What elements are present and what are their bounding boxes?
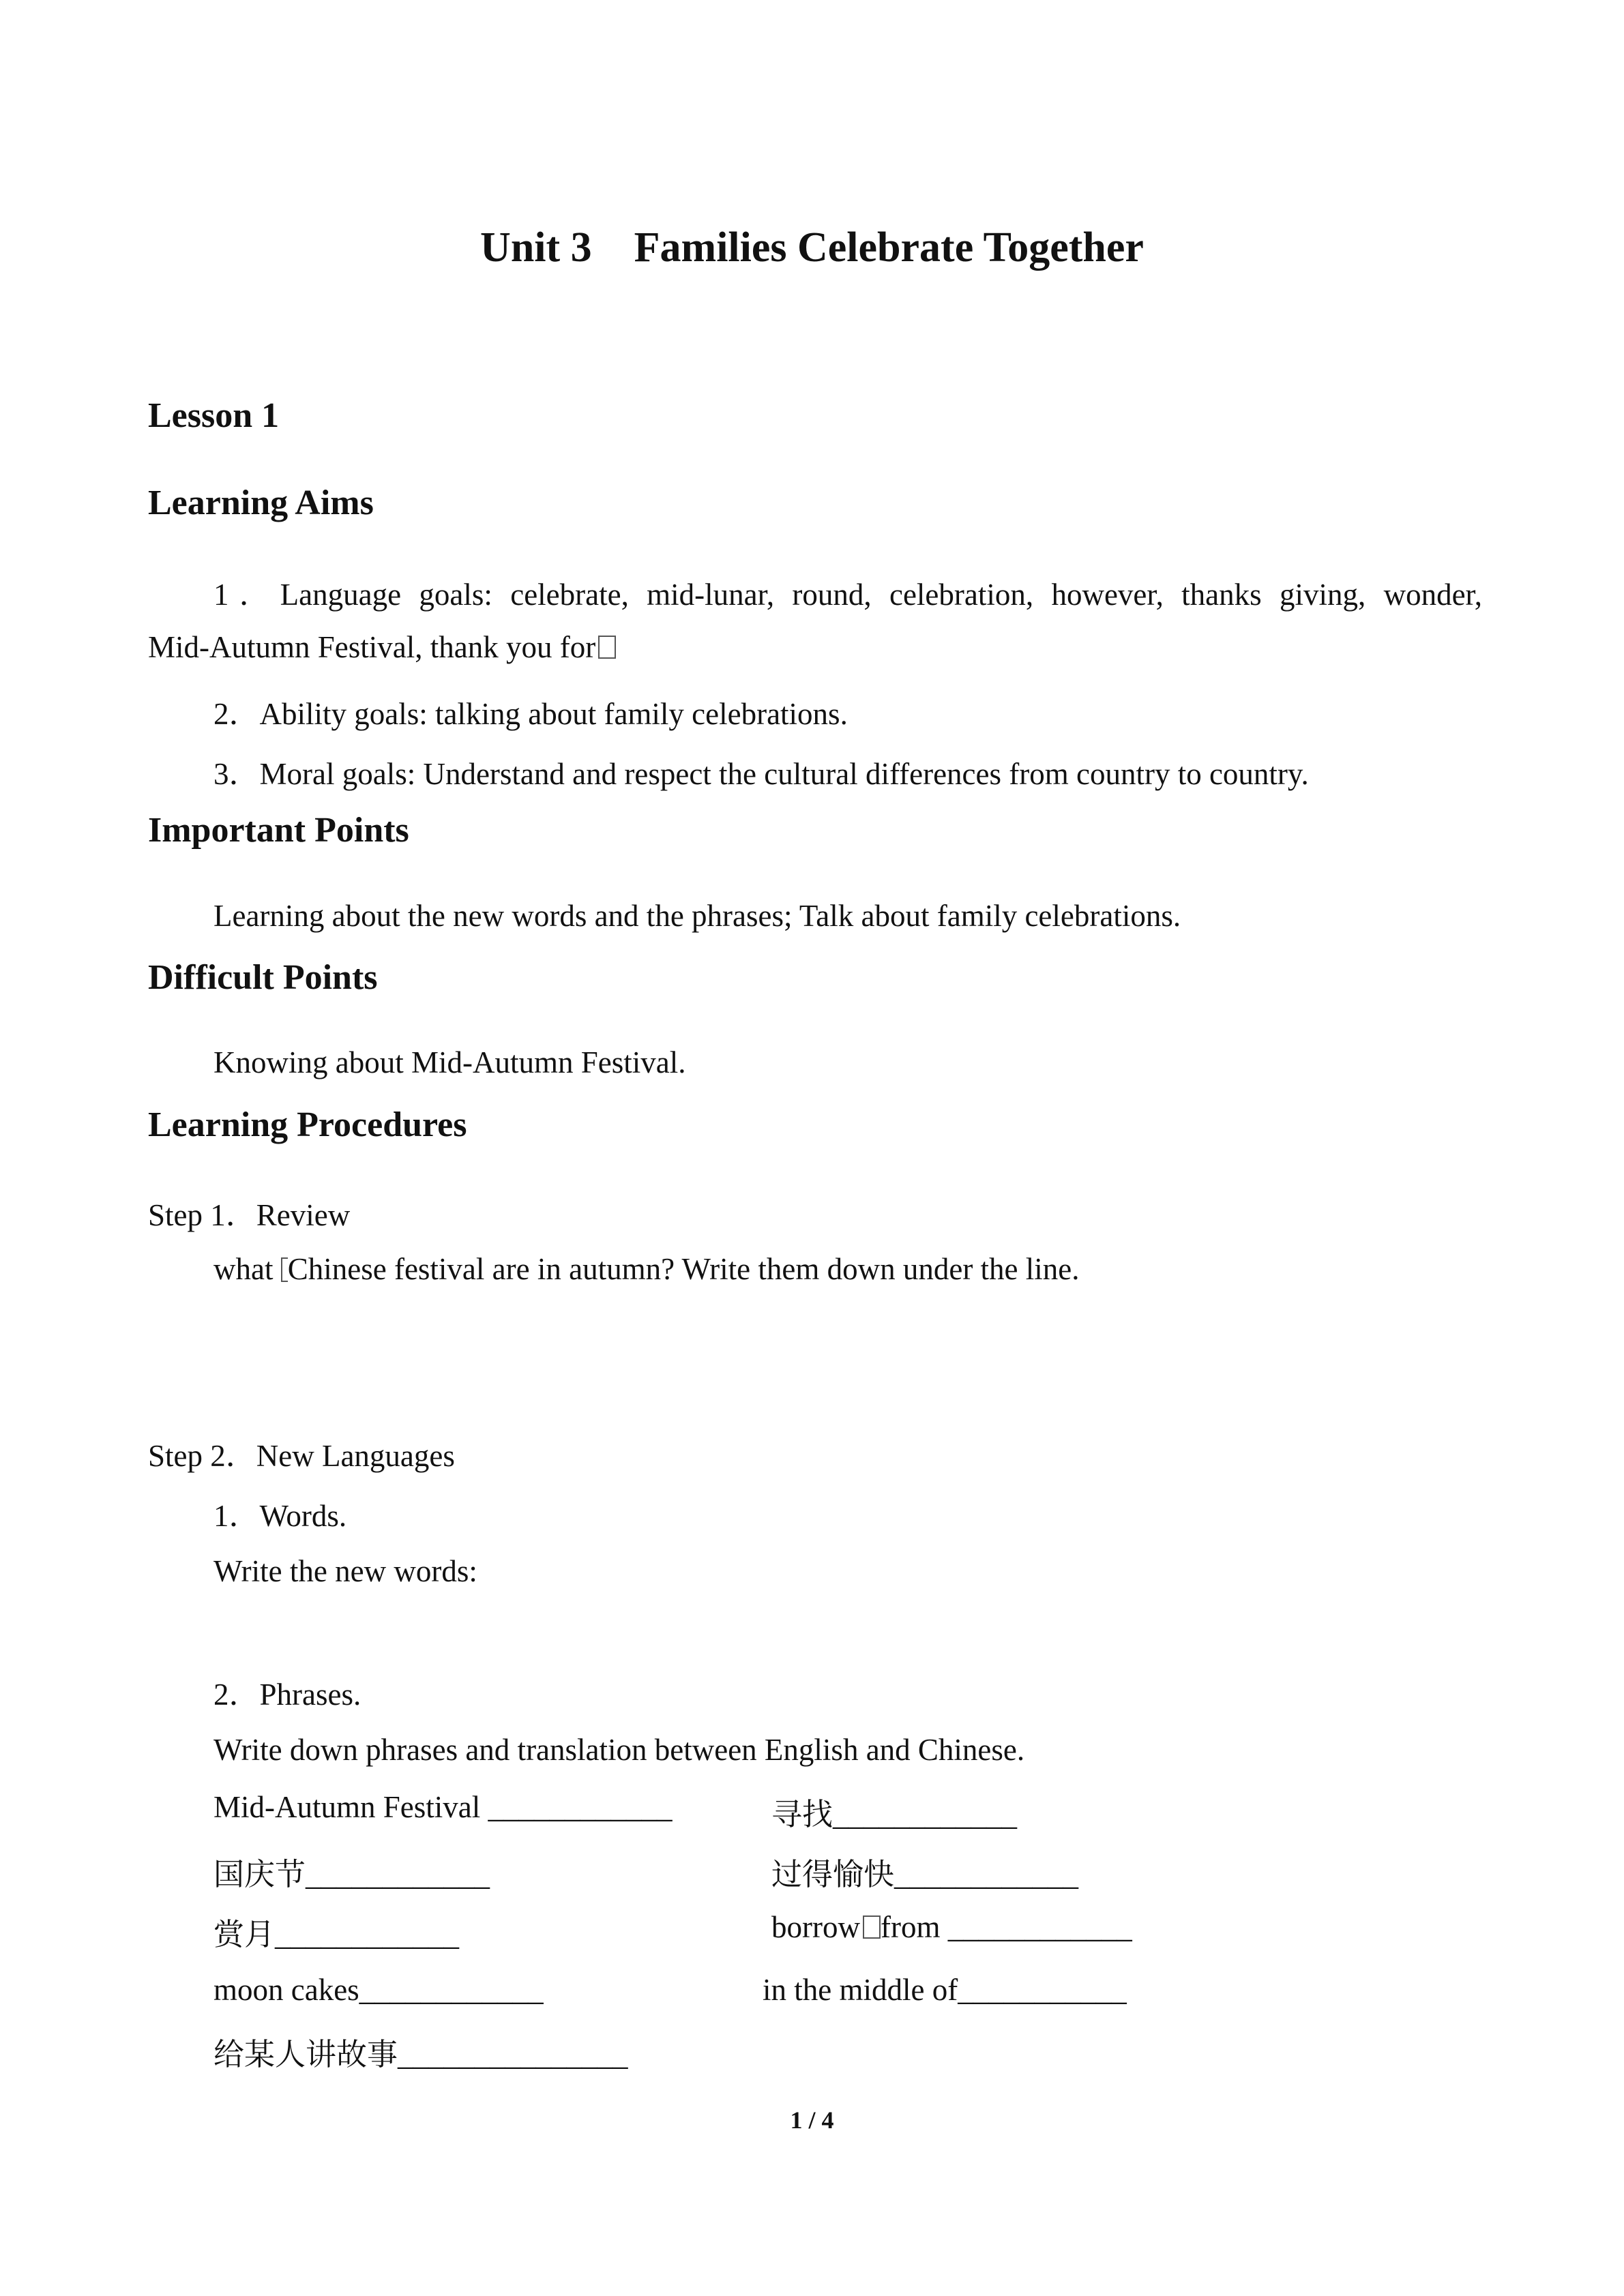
missing-glyph-box (281, 1257, 288, 1282)
aims-item-2: 2．Ability goals: talking about family celebrations. (213, 697, 848, 731)
important-points-text: Learning about the new words and the phrases; Talk about family celebrations. (213, 899, 1181, 933)
phrase-row-2-col-1: 国庆节____________ (213, 1858, 490, 1892)
words-label: 1．Words. (213, 1499, 347, 1533)
lesson-heading: Lesson 1 (148, 396, 280, 435)
aims-item-1-line-2: Mid-Autumn Festival, thank you for (148, 629, 616, 665)
phrase-row-1-col-1: Mid-Autumn Festival ____________ (213, 1790, 673, 1824)
page-number: 1 / 4 (790, 2106, 834, 2134)
phrase-row-3-col-2: borrow from ____________ (771, 1910, 1132, 1944)
phrase-row-4-col-2: in the middle of___________ (763, 1973, 1127, 2007)
words-instruction: Write the new words: (213, 1554, 477, 1588)
phrases-instruction: Write down phrases and translation between English and Chinese. (213, 1733, 1025, 1767)
difficult-points-text: Knowing about Mid-Autumn Festival. (213, 1045, 686, 1079)
missing-glyph-box (863, 1915, 881, 1939)
phrase-row-2-col-2: 过得愉快____________ (771, 1858, 1079, 1892)
step-1-text: what Chinese festival are in autumn? Write them down under the line. (213, 1252, 1080, 1286)
learning-aims-heading: Learning Aims (148, 483, 374, 522)
phrases-label: 2．Phrases. (213, 1678, 361, 1712)
aims-item-1-line-1: 1．Language goals: celebrate, mid-lunar, round, celebration, however, thanks giving, wonder, (213, 578, 1482, 612)
phrase-row-5-col-1: 给某人讲故事_______________ (213, 2038, 628, 2072)
phrase-row-1-col-2: 寻找____________ (771, 1798, 1018, 1832)
aims-item-3: 3．Moral goals: Understand and respect the cultural differences from country to country. (213, 757, 1309, 791)
phrase-row-3-col-1: 赏月____________ (213, 1918, 460, 1952)
step-2-label: Step 2．New Languages (148, 1439, 455, 1473)
difficult-points-heading: Difficult Points (148, 958, 378, 997)
missing-glyph-box (598, 636, 616, 659)
document-title: Unit 3 Families Celebrate Together (480, 224, 1144, 271)
phrase-row-4-col-1: moon cakes____________ (213, 1973, 544, 2007)
step-1-label: Step 1．Review (148, 1198, 351, 1232)
important-points-heading: Important Points (148, 811, 409, 850)
learning-procedures-heading: Learning Procedures (148, 1105, 467, 1144)
